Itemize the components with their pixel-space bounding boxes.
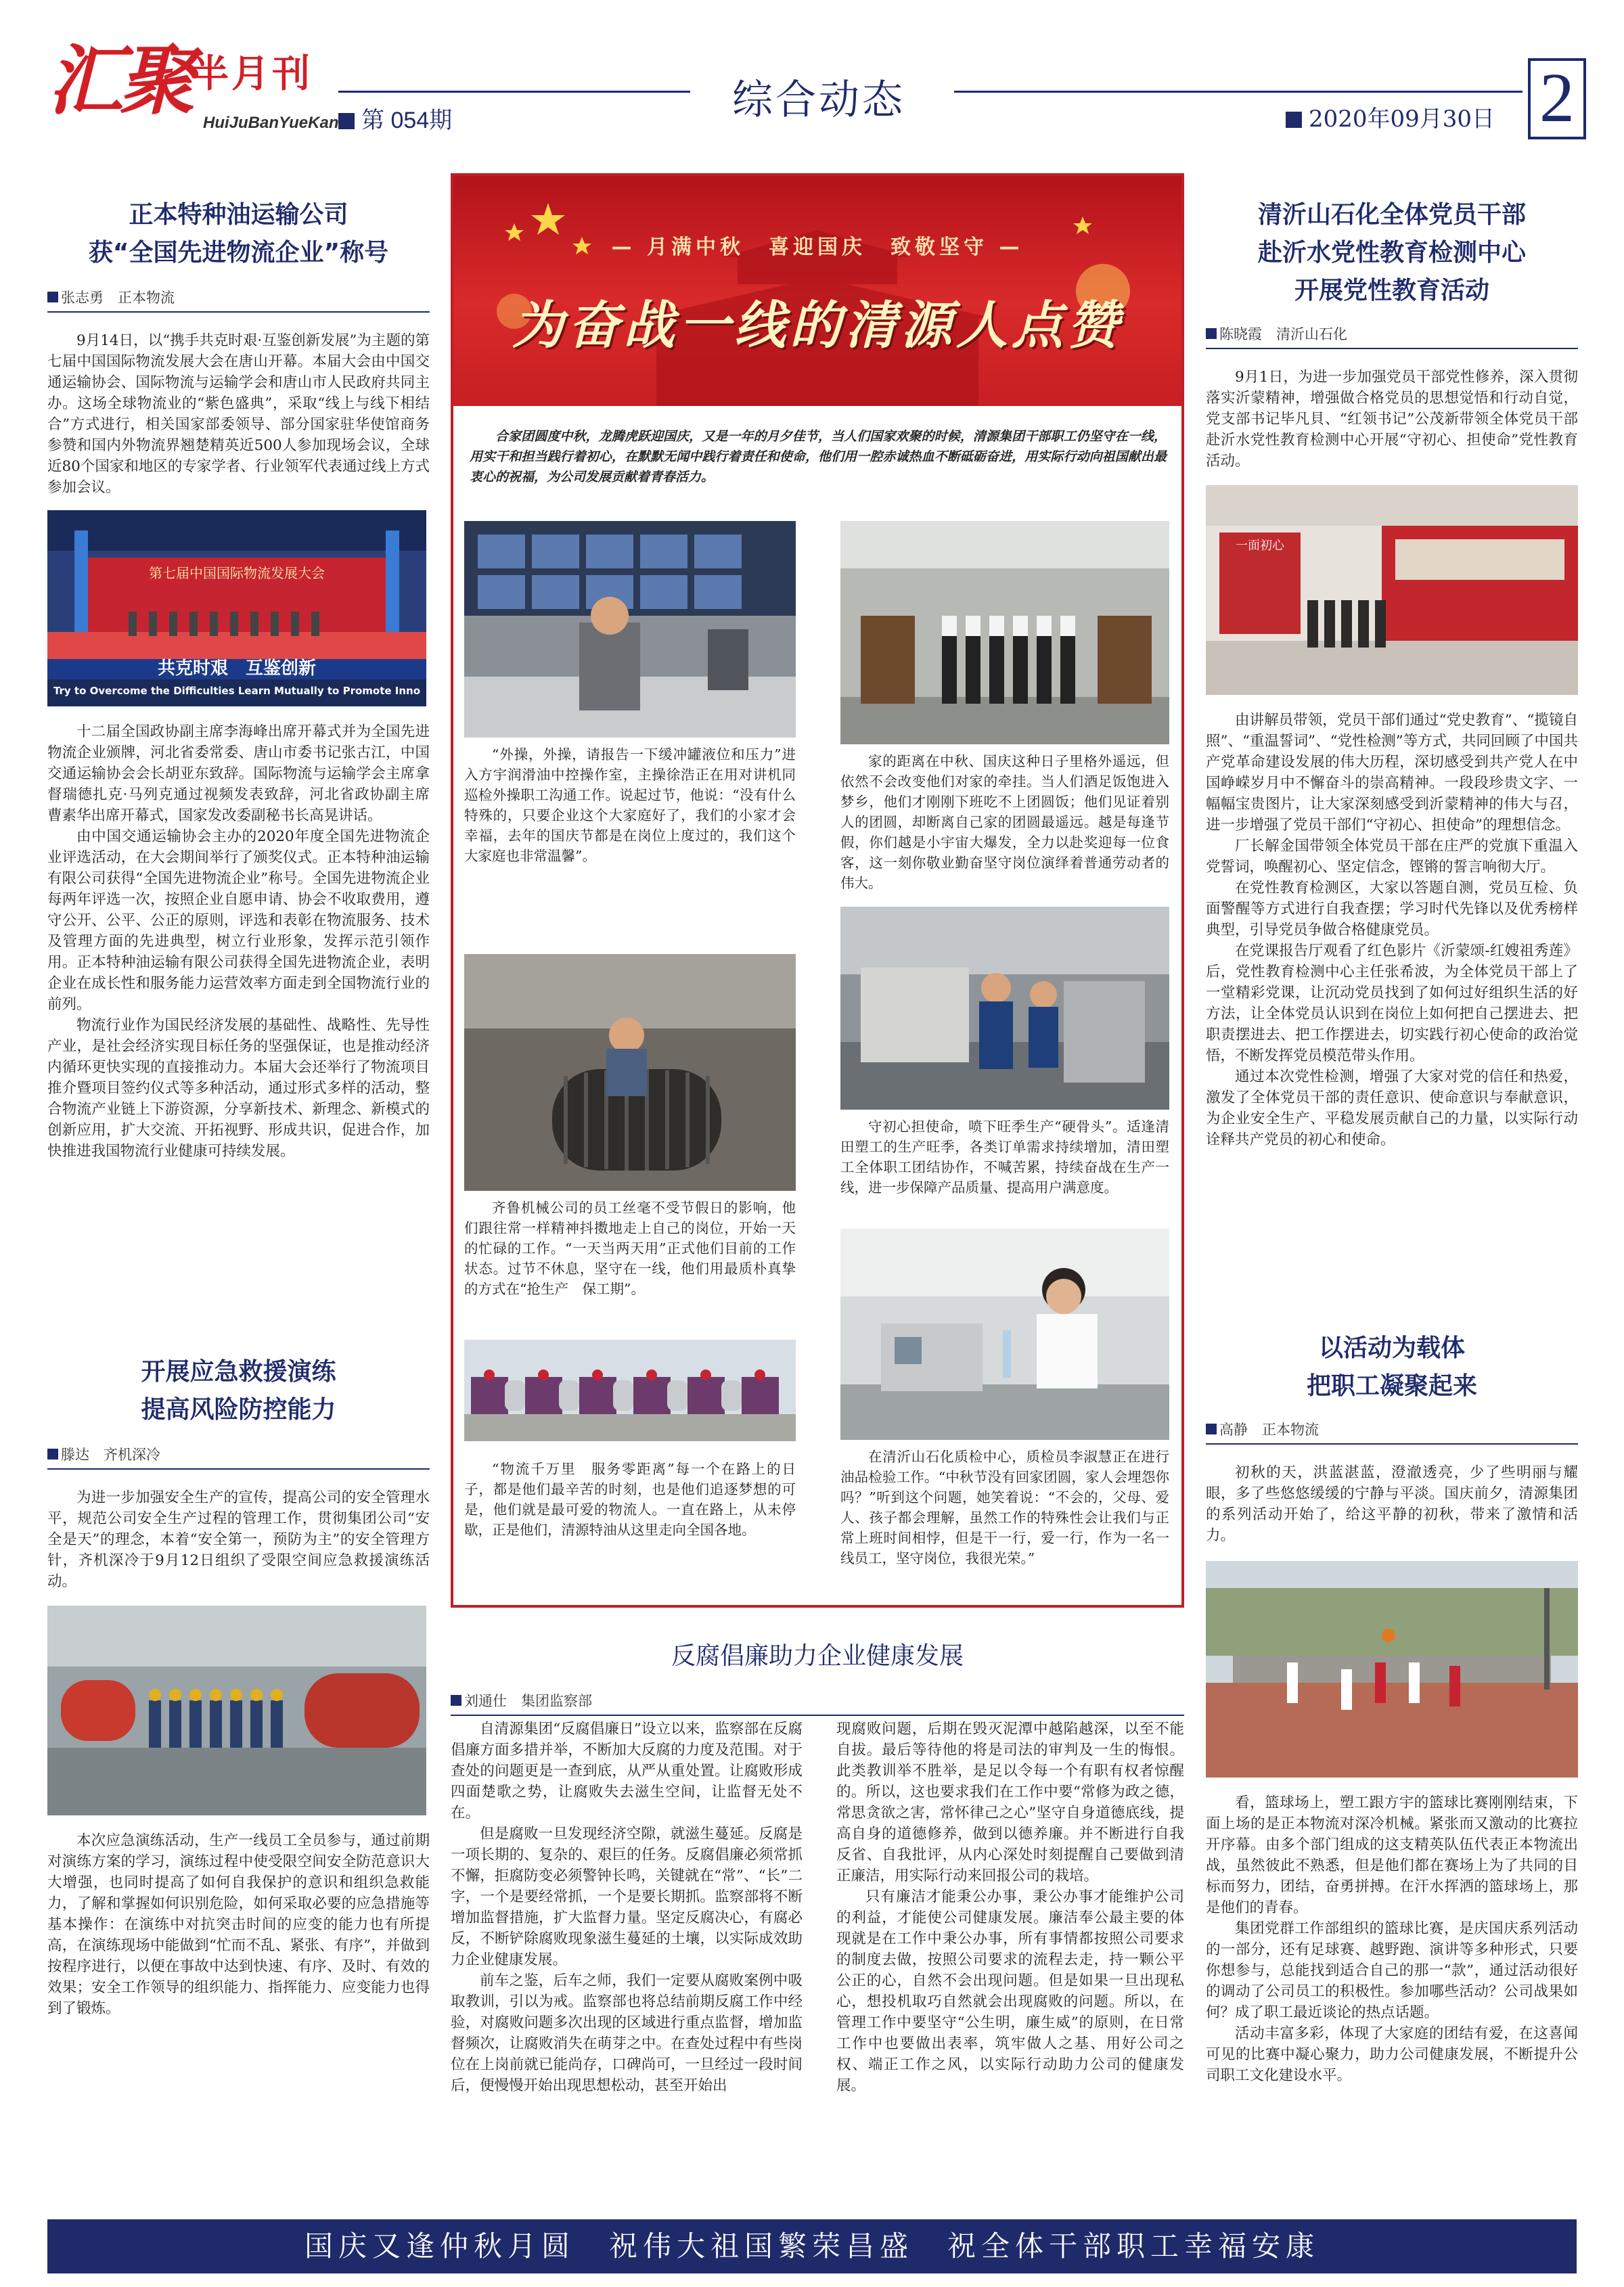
article-title: 清沂山石化全体党员干部 赴沂水党性教育检测中心 开展党性教育活动 <box>1257 201 1526 304</box>
feature-box <box>451 173 1184 1608</box>
paragraph: 只有廉洁才能秉公办事，秉公办事才能维护公司的利益，才能使公司健康发展。廉洁奉公最主要的体现就是在工作中秉公办事，所有事情都按照公司要求的制度去做，按照公司要求的流程去走，持一颗公平公正的心，自然不会出现问题。但是如果一旦出现私心，想投机取巧自然就会出现腐败的问题。所以，在管理工作中要坚守“公生明，廉生威”的原则，在日常工作中也要做出表率，筑牢做人之基、用好公司之权、端正工作之风，以实际行动助力公司的健康发展。 <box>836 1888 1184 2094</box>
paragraph: 本次应急演练活动，生产一线员工全员参与，通过前期对演练方案的学习，演练过程中使受限空间安全防范意识大大增强，也同时提高了如何自我保护的意识和组织急救能力，了解和掌握如何识别危险，如何采取必要的应急措施等基本操作：在演练中对抗突击时间的应变的能力也有所提高，在演练现场中能做到“忙而不乱、紧张、有序”，并做到按程序进行，以便在事故中达到快速、有序、及时、有效的效果；安全工作领导的组织能力、指挥能力、应变能力也得到了锻炼。 <box>47 1832 430 2017</box>
square-icon <box>451 1695 461 1706</box>
photo-machinery-workers <box>464 954 796 1191</box>
paragraph: 前车之鉴，后车之师，我们一定要从腐败案例中吸取教训，引以为戒。监察部也将总结前期反腐工作中经验，对腐败问题多次出现的区域进行重点监督，增加监督频次，让腐败消失在萌芽之中。在查处过程中有些岗位在上岗前就已能尚存，口碑尚可，一旦经过一段时间后，便慢慢开始出现思想松动，甚至开始出 <box>451 1972 803 2094</box>
masthead-logo <box>47 37 339 142</box>
photo-emergency-drill <box>47 1606 426 1815</box>
square-icon <box>47 1449 58 1459</box>
photo-kitchen-staff <box>840 521 1169 744</box>
photo-logistics-conference <box>47 510 426 706</box>
feature-intro: 合家团圆度中秋，龙腾虎跃迎国庆，又是一年的月夕佳节，当人们国家欢聚的时候，清源集团干部职工仍坚守在一线，用实干和担当践行着初心，在默默无闻中践行着责任和使命，他们用一腔赤诚热血不断砥砺奋进，用实际行动向祖国献出最衷心的祝福，为公司发展贡献着青春活力。 <box>470 429 1167 484</box>
caption: “外操，外操，请报告一下缓冲罐液位和压力”进入方宇润滑油中控操作室，主操徐浩正在用对讲机同巡检外操职工沟通工作。说起过节，他说：“没有什么特殊的，只要企业这个大家庭好了，我们的小家才会幸福，去年的国庆节都是在岗位上度过的，我们这个大家庭也非常温馨”。 <box>464 746 796 864</box>
issue-number: 第 054期 <box>338 101 452 135</box>
right-article-party-education <box>1206 196 1578 1150</box>
photo-basketball-game <box>1206 1561 1578 1777</box>
paragraph: 由讲解员带领，党员干部们通过“党史教育”、“揽镜自照”、“重温誓词”、“党性检测”等方式，共同回顾了中国共产党革命建设发展的伟大历程，深切感受到共产党人在中国峥嵘岁月中不懈奋斗的崇高精神。一段段珍贵文字、一幅幅宝贵图片，让大家深刻感受到沂蒙精神的伟大与召，进一步增强了党员干部们“守初心、担使命”的理想信念。 <box>1206 712 1578 834</box>
article-title: 以活动为载体 把职工凝聚起来 <box>1306 1334 1477 1400</box>
issue-date: 2020年09月30日 <box>1286 100 1495 133</box>
paragraph: 通过本次党性检测，增强了大家对党的信任和热爱，激发了全体党员干部的责任意识、使命意识与奉献意识，为企业安全生产、平稳发展贡献自己的力量，以实际行动诠释共产党员的初心和使命。 <box>1206 1068 1578 1148</box>
svg-text:第七届中国国际物流发展大会: 第七届中国国际物流发展大会 <box>149 565 325 581</box>
svg-text:一面初心: 一面初心 <box>1236 539 1284 553</box>
logo-suffix: 半月刊 <box>191 51 313 96</box>
feature-banner <box>453 176 1181 406</box>
byline: 滕达 齐机深冷 <box>47 1444 430 1470</box>
masthead-rule-left <box>338 91 690 93</box>
svg-text:Try to Overcome the Difficulti: Try to Overcome the Difficulties Learn Mutually to Promote Inno <box>53 685 421 697</box>
left-article-logistics <box>47 196 430 1162</box>
photo-production-line <box>840 907 1169 1110</box>
feature-title: 为奋战一线的清源人点赞 <box>512 295 1123 355</box>
photo-control-room <box>464 521 796 738</box>
photo-tanker-trucks <box>464 1340 796 1441</box>
byline: 刘通仕 集团监察部 <box>451 1690 1184 1716</box>
square-icon <box>1206 328 1217 339</box>
byline: 陈晓霞 清沂山石化 <box>1206 323 1578 349</box>
paragraph: 集团党群工作部组织的篮球比赛，是庆国庆系列活动的一部分，还有足球赛、越野跑、演讲等多种形式，只要你想参与，总能找到适合自己的那一“款”，通过活动很好的调动了公司员工的积极性。参加哪些活动？公司战果如何？成了职工最近谈论的热点话题。 <box>1206 1920 1578 2021</box>
center-article-anticorruption <box>451 1637 1184 1716</box>
paragraph: 初秋的天，洪蓝湛蓝，澄澈透亮，少了些明丽与耀眼，多了些悠悠缓缓的宁静与平淡。国庆前夕，清源集团的系列活动开始了，给这平静的初秋，带来了激情和活力。 <box>1206 1464 1578 1544</box>
paragraph: 但是腐败一旦发现经济空隙，就滋生蔓延。反腐是一项长期的、复杂的、艰巨的任务。反腐倡廉必须常抓不懈，拒腐防变必须警钟长鸣，关键就在“常”、“长”二字，一个是要经常抓，一个是要长期抓。监察部将不断增加监督措施，扩大监督力量。坚定反腐决心，有腐必反，不断铲除腐败现象滋生蔓延的土壤，以实际成效助力企业健康发展。 <box>451 1826 803 1968</box>
paragraph: 在党课报告厅观看了红色影片《沂蒙颂-红嫂祖秀莲》后，党性教育检测中心主任张希波，为全体党员干部上了一堂精彩党课，让沉动党员找到了如何过好组织生活的好方法，让全体党员认识到在岗位上如何把自己摆进去、把职责摆进去、把工作摆进去，切实践行初心使命的政治觉悟，不断发挥党员模范带头作用。 <box>1206 943 1578 1064</box>
paragraph: 由中国交通运输协会主办的2020年度全国先进物流企业评选活动，在大会期间举行了颁奖仪式。正本特种油运输有限公司获得“全国先进物流企业”称号。全国先进物流企业每两年评选一次，按照企业自愿申请、协会不收取费用，遵守公开、公平、公正的原则，评选和表彰在物流服务、技术及管理方面的先进典型，树立行业形象，发挥示范引领作用。正本特种油运输有限公司获得全国先进物流企业，表明企业在成长性和服务能力运营效率方面走到全国物流行业的前列。 <box>47 828 430 1013</box>
paragraph: 9月14日，以“携手共克时艰·互鉴创新发展”为主题的第七届中国国际物流发展大会在唐山开幕。本届大会由中国交通运输协会、国际物流与运输学会和唐山市人民政府共同主办。这场全球物流业的“紫色盛典”，采取“线上与线下相结合”方式进行，相关国家部委领导、部分国家驻华使馆商务参赞和国内外物流界翘楚精英近500人参加现场会议，全球近80个国家和地区的专家学者、行业领军代表通过线上方式参加会议。 <box>47 332 430 496</box>
square-icon <box>47 292 58 302</box>
section-title: 综合动态 <box>732 76 905 124</box>
caption: 守初心担使命，喷下旺季生产“硬骨头”。适逢清田塑工的生产旺季，各类订单需求持续增加，清田塑工全体职工团结协作，不喊苦累，持续奋战在生产一线，进一步保障产品质量、提高用户满意度。 <box>840 1118 1169 1196</box>
paragraph: 现腐败问题，后期在毁灭泥潭中越陷越深，以至不能自拔。最后等待他的将是司法的审判及一生的悔恨。此类教训举不胜举，是足以令每一个有职有权者惊醒的。所以，这也要求我们在工作中要“常修为政之德，常思贪欲之害，常怀律己之心”坚守自身道德底线，提高自身的道德修养，做到以德养廉。并不断进行自我反省、自我批评，从内心深处时刻提醒自己要做到清正廉洁，用实际行动来回报公司的栽培。 <box>836 1721 1184 1884</box>
byline: 高静 正本物流 <box>1206 1419 1578 1445</box>
caption: 齐鲁机械公司的员工丝毫不受节假日的影响，他们跟往常一样精神抖擞地走上自己的岗位，开始一天的忙碌的工作。“一天当两天用”正式他们目前的工作状态。过节不休息，坚守在一线，他们用最质朴真挚的方式在“抢生产 保工期”。 <box>464 1200 796 1297</box>
paragraph: 十二届全国政协副主席李海峰出席开幕式并为全国先进物流企业颁牌，河北省委常委、唐山市委书记张古江，中国交通运输协会会长胡亚东致辞。国际物流与运输学会主席拿督瑞德扎克·马列克通过视频发表致辞，河北省政协副主席曹素华出席开幕式，国家发改委副秘书长高晃讲话。 <box>47 723 430 824</box>
article-title: 开展应急救援演练 提高风险防控能力 <box>141 1358 336 1424</box>
paragraph: 厂长解金国带领全体党员干部在庄严的党旗下重温入党誓词，唤醒初心、坚定信念，铿锵的誓言响彻大厅。 <box>1206 838 1578 876</box>
paragraph: 自清源集团“反腐倡廉日”设立以来，监察部在反腐倡廉方面多措并举，不断加大反腐的力度及范围。对于查处的问题更是一查到底，从严从重处置。让腐败形成四面楚歌之势，让腐败失去滋生空间，让监督无处不在。 <box>451 1721 803 1821</box>
right-article-staff-activities <box>1206 1330 1578 2086</box>
byline: 张志勇 正本物流 <box>47 287 430 313</box>
square-icon <box>1286 112 1302 128</box>
paragraph: 物流行业作为国民经济发展的基础性、战略性、先导性产业，是社会经济实现目标任务的坚强保证，也是推动经济内循环更快实现的直接推动力。本届大会还举行了物流项目推介暨项目签约仪式等多种活动，通过形式多样的活动，整合物流产业链上下游资源，分享新技术、新理念、新模式的创新应用，扩大交流、开拓视野、形成共识，促进合作，加快推进我国物流行业健康可持续发展。 <box>47 1017 430 1160</box>
caption: 在清沂山石化质检中心，质检员李淑慧正在进行油品检验工作。“中秋节没有回家团圆，家人会埋怨你吗？”听到这个问题，她笑着说：“不会的，父母、爱人、孩子都会理解，虽然工作的特殊性会让我们与正常上班时间相悖，但是干一行，爱一行，作为一名一线员工，坚守岗位，我很光荣。” <box>840 1449 1169 1566</box>
paragraph: 看，篮球场上，塑工跟方宇的篮球比赛刚刚结束，下面上场的是正本物流对深冷机械。紧张而又激动的比赛拉开序幕。由多个部门组成的这支精英队伍代表正本物流出战，虽然彼此不熟悉，但是他们都在赛场上为了共同的目标而努力，团结，奋勇拼搏。在汗水挥洒的篮球场上，那是他们的青春。 <box>1206 1794 1578 1916</box>
paragraph: 为进一步加强安全生产的宣传，提高公司的安全管理水平，规范公司安全生产过程的管理工作，贯彻集团公司“安全是天”的理念，本着“安全第一，预防为主”的安全管理方针，齐机深冷于9月12日组织了受限空间应急救援演练活动。 <box>47 1489 430 1590</box>
paragraph: 在党性教育检测区，大家以答题自测，党员互检、负面警醒等方式进行自我查摆；学习时代先锋以及优秀榜样典型，引导党员争做合格健康党员。 <box>1206 880 1578 938</box>
paragraph: 活动丰富多彩，体现了大家庭的团结有爱，在这喜闻可见的比赛中凝心聚力，助力公司健康发展，不断提升公司职工文化建设水平。 <box>1206 2025 1578 2084</box>
photo-party-exhibition <box>1206 485 1578 695</box>
logo-pinyin: HuiJuBanYueKan <box>203 114 339 132</box>
caption: 家的距离在中秋、国庆这种日子里格外遥远，但依然不会改变他们对家的牵挂。当人们酒足饭饱进入梦乡，他们才刚刚下班吃不上团圆饭；他们见证着别人的团圆，却断离自己家的团圆最遥远。越是每逢节假，你们越是小宇宙大爆发，全力以赴奖迎每一位食客，这一刻你敬业勤奋坚守岗位演绎着普通劳动者的伟大。 <box>840 753 1169 891</box>
center-article-col1 <box>451 1719 803 2096</box>
left-article-emergency-drill <box>47 1353 430 2019</box>
svg-text:共克时艰 互鉴创新: 共克时艰 互鉴创新 <box>157 658 317 679</box>
masthead-rule-right <box>954 91 1522 93</box>
caption: “物流千万里 服务零距离”每一个在路上的日子，都是他们最辛苦的时刻，也是他们追逐梦想的可是，他们就是最可爱的物流人。一直在路上，从未停歇，正是他们，清源特油从这里走向全国各地。 <box>464 1461 796 1538</box>
logo-title: 汇聚 <box>47 37 191 125</box>
center-article-col2 <box>836 1719 1184 2096</box>
square-icon <box>1206 1424 1217 1434</box>
square-icon <box>338 113 355 129</box>
footer-slogan: 国庆又逢仲秋月圆 祝伟大祖国繁荣昌盛 祝全体干部职工幸福安康 <box>47 2219 1577 2273</box>
paragraph: 9月1日，为进一步加强党员干部党性修养，深入贯彻落实沂蒙精神，增强做合格党员的思想觉悟和行动自觉，党支部书记毕凡貝、“红领书记”公茂新带领全体党员干部赴沂水党性教育检测中心开展“守初心、担使命”党性教育活动。 <box>1206 369 1578 470</box>
page-number: 2 <box>1528 58 1586 139</box>
photo-lab-inspector <box>840 1229 1169 1440</box>
article-title: 反腐倡廉助力企业健康发展 <box>671 1642 964 1670</box>
feature-subtitle: — 月满中秋 喜迎国庆 致敬坚守 — <box>611 235 1024 259</box>
article-title: 正本特种油运输公司 获“全国先进物流企业”称号 <box>88 201 389 267</box>
